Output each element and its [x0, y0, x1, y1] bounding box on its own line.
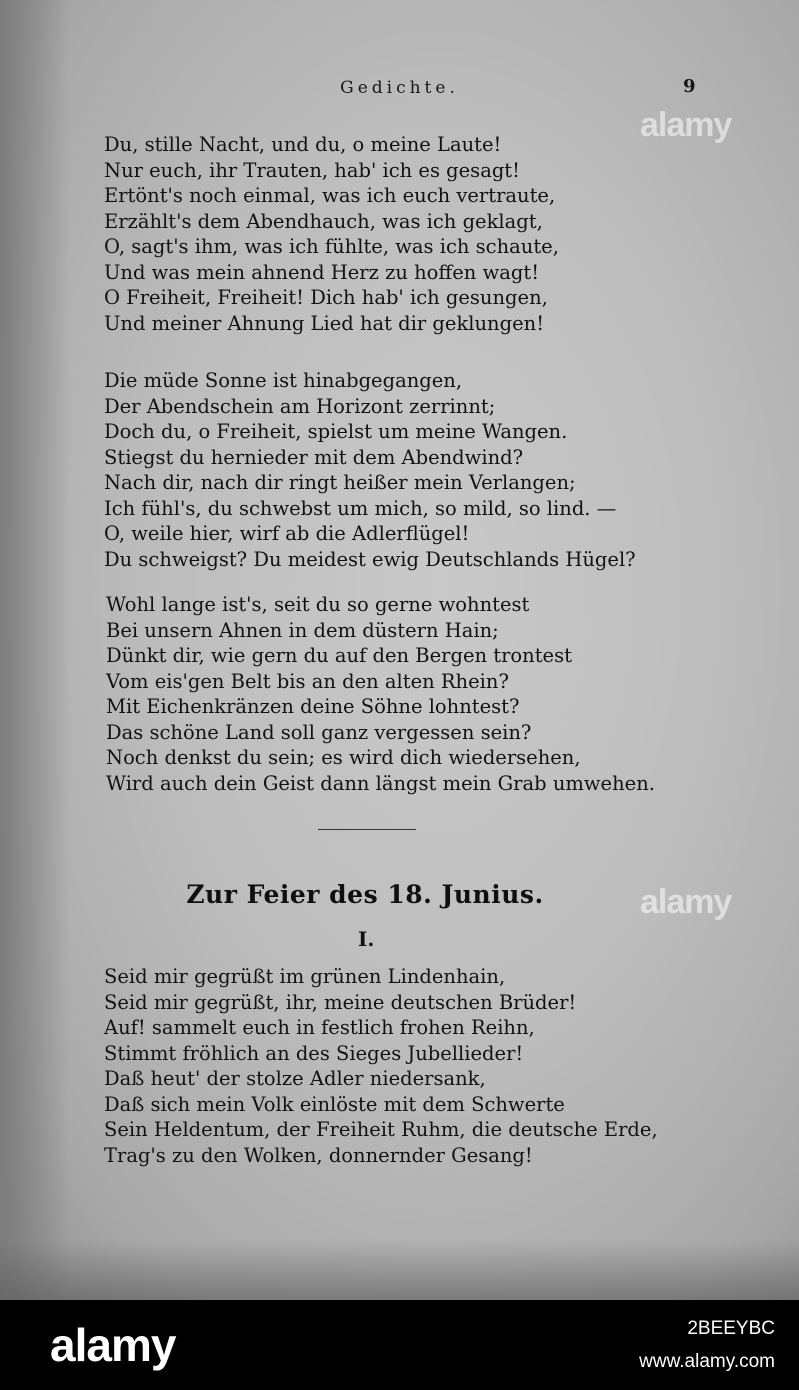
poem-stanza — [104, 132, 559, 336]
poem-line: Nur euch, ihr Trauten, hab' ich es gesagt! — [104, 158, 520, 182]
poem-line: Daß heut' der stolze Adler niedersank, — [104, 1067, 486, 1090]
poem-stanza — [106, 592, 655, 796]
poem-line: Der Abendschein am Horizont zerrinnt; — [104, 394, 496, 418]
poem-title: Zur Feier des 18. Junius. — [186, 880, 544, 909]
poem-line: Nach dir, nach dir ringt heißer mein Verlangen; — [104, 471, 576, 494]
poem-line: Mit Eichenkränzen deine Söhne lohntest? — [106, 695, 520, 718]
poem-line: Ertönt's noch einmal, was ich euch vertraute, — [104, 184, 556, 207]
poem-line: Seid mir gegrüßt, ihr, meine deutschen Brüder! — [104, 990, 577, 1014]
poem-line: Dünkt dir, wie gern du auf den Bergen trontest — [106, 644, 572, 667]
poem-line: Vom eis'gen Belt bis an den alten Rhein? — [106, 669, 509, 693]
poem-line: Trag's zu den Wolken, donnernder Gesang! — [104, 1143, 533, 1167]
poem-stanza — [104, 368, 636, 572]
poem-line: Stimmt fröhlich an des Sieges Jubellieder! — [104, 1041, 524, 1065]
poem-line: Und meiner Ahnung Lied hat dir geklungen! — [104, 311, 545, 335]
poem-line: Stiegst du hernieder mit dem Abendwind? — [104, 445, 524, 469]
poem-line: Noch denkst du sein; es wird dich wiedersehen, — [106, 746, 581, 769]
page-number: 9 — [683, 76, 696, 97]
section-number: I. — [358, 927, 375, 951]
poem-line: Auf! sammelt euch in festlich frohen Reihn, — [104, 1016, 535, 1039]
poem-line: Die müde Sonne ist hinabgegangen, — [104, 369, 463, 392]
poem-line: Daß sich mein Volk einlöste mit dem Schwerte — [104, 1092, 565, 1116]
watermark-logo: alamy — [50, 1319, 176, 1371]
watermark-overlay: alamy — [640, 883, 732, 921]
poem-line: Und was mein ahnend Herz zu hoffen wagt! — [104, 260, 540, 284]
poem-line: Wohl lange ist's, seit du so gerne wohntest — [106, 593, 530, 616]
poem-line: Das schöne Land soll ganz vergessen sein? — [106, 720, 532, 744]
poem-line: O Freiheit, Freiheit! Dich hab' ich gesungen, — [104, 286, 548, 309]
watermark-overlay: alamy — [640, 106, 732, 144]
poem-line: Sein Heldentum, der Freiheit Ruhm, die deutsche Erde, — [104, 1118, 658, 1141]
poem-line: Seid mir gegrüßt im grünen Lindenhain, — [104, 965, 506, 988]
poem-line: O, weile hier, wirf ab die Adlerflügel! — [104, 522, 470, 545]
section-divider-rule — [318, 829, 416, 830]
poem-line: Du, stille Nacht, und du, o meine Laute! — [104, 133, 502, 156]
poem-stanza — [104, 964, 658, 1168]
poem-line: Doch du, o Freiheit, spielst um meine Wangen. — [104, 420, 568, 443]
poem-line: Bei unsern Ahnen in dem düstern Hain; — [106, 618, 499, 642]
watermark-image-id: 2BEEYBC — [687, 1318, 775, 1339]
watermark-url: www.alamy.com — [639, 1351, 775, 1372]
poem-line: Wird auch dein Geist dann längst mein Grab umwehen. — [106, 771, 655, 795]
poem-line: Ich fühl's, du schwebst um mich, so mild, so lind. — — [104, 496, 617, 520]
poem-line: Erzählt's dem Abendhauch, was ich geklagt, — [104, 209, 543, 233]
poem-line: O, sagt's ihm, was ich fühlte, was ich schaute, — [104, 235, 559, 258]
running-head-title: Gedichte. — [340, 78, 459, 98]
poem-line: Du schweigst? Du meidest ewig Deutschlands Hügel? — [104, 547, 636, 571]
